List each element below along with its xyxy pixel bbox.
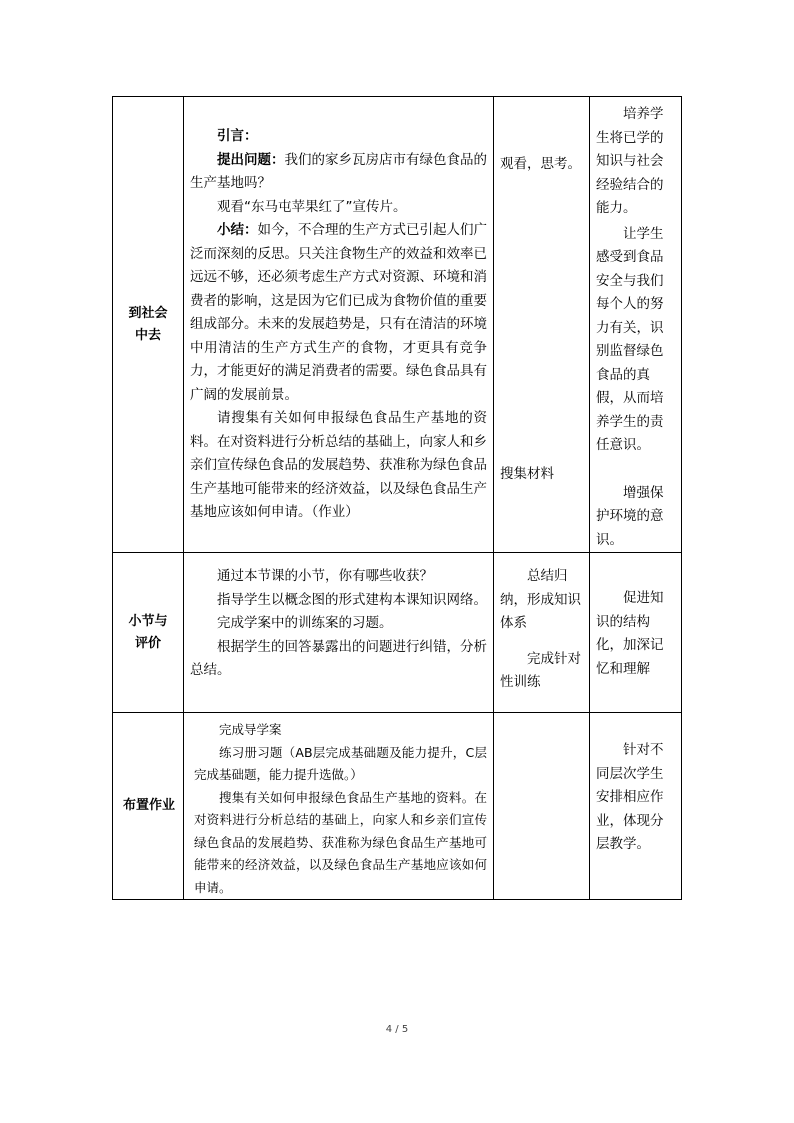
lesson-plan-table <box>112 96 682 900</box>
summary-text: 如今，不合理的生产方式已引起人们广泛而深刻的反思。只关注食物生产的效益和效率已远远不够，还必须考虑生产方式对资源、环境和消费者的影响，这是因为它们已成为食物价值的重要组成部分。未来的发展趋势是，只有在清洁的环境中用清洁的生产方式生产的食物，才更具有竞争力，才能更好的满足消费者的需要。绿色食品具有广阔的发展前景。 <box>190 222 487 403</box>
stage-cell <box>113 553 184 713</box>
activity-text: 完成针对性训练 <box>500 650 581 690</box>
stage-label: 到社会中去 <box>128 305 168 343</box>
activity-text: 搜集材料 <box>500 465 554 482</box>
activity-text: 总结归纳，形成知识体系 <box>500 568 581 631</box>
content-line: 指导学生以概念图的形式建构本课知识网络。 <box>217 591 487 608</box>
design-intent-cell <box>590 553 682 713</box>
activity-text: 观看，思考。 <box>500 156 581 172</box>
question-label: 提出问题： <box>217 151 285 168</box>
stage-label: 布置作业 <box>122 798 175 813</box>
stage-cell <box>113 97 184 553</box>
design-intent-cell <box>590 713 682 900</box>
intent-text: 让学生感受到食品安全与我们每个人的努力有关，识别监督绿色食品的真假，从而培养学生的责任意识。 <box>596 225 664 453</box>
stage-cell <box>113 713 184 900</box>
table-row <box>113 553 682 713</box>
intent-text: 针对不同层次学生安排相应作业，体现分层教学。 <box>596 742 664 852</box>
task-paragraph: 请搜集有关如何申报绿色食品生产基地的资料。在对资料进行分析总结的基础上，向家人和乡亲们宣传绿色食品的发展趋势、获准称为绿色食品生产基地可能带来的经济效益，以及绿色食品生产基地应该如何申请。（作业） <box>190 410 487 520</box>
student-activity-cell <box>494 97 590 553</box>
question-paragraph <box>190 149 487 196</box>
content-cell <box>184 553 494 713</box>
content-line: 完成学案中的训练案的习题。 <box>217 615 393 631</box>
table-row <box>113 713 682 900</box>
summary-label: 小结： <box>217 222 258 238</box>
intent-text: 培养学生将已学的知识与社会经验结合的能力。 <box>596 106 664 216</box>
content-line: 根据学生的回答暴露出的问题进行纠错，分析总结。 <box>190 638 487 678</box>
watch-paragraph: 观看“东马屯苹果红了”宣传片。 <box>217 198 407 215</box>
intro-label: 引言： <box>217 128 258 144</box>
table-row <box>113 97 682 553</box>
content-line: 搜集有关如何申报绿色食品生产基地的资料。在对资料进行分析总结的基础上，向家人和乡亲们宣传绿色食品的发展趋势、获准称为绿色食品生产基地可能带来的经济效益，以及绿色食品生产基地应该如何申请。 <box>194 789 487 895</box>
intent-text: 增强保护环境的意识。 <box>596 484 664 548</box>
content-cell <box>184 713 494 900</box>
intent-text: 促进知识的结构化，加深记忆和理解 <box>596 590 664 677</box>
stage-label: 小节与评价 <box>128 613 168 651</box>
design-intent-cell <box>590 97 682 553</box>
content-cell <box>184 97 494 553</box>
summary-paragraph <box>190 219 487 407</box>
question-text: 我们的家乡瓦房店市有绿色食品的生产基地吗？ <box>190 151 487 191</box>
content-line: 练习册习题（AB层完成基础题及能力提升，C层完成基础题，能力提升选做。） <box>194 744 487 782</box>
student-activity-cell <box>494 713 590 900</box>
student-activity-cell <box>494 553 590 713</box>
content-line: 通过本节课的小节，你有哪些收获？ <box>217 568 433 584</box>
page-number: 4 / 5 <box>385 1024 409 1035</box>
content-line: 完成导学案 <box>219 722 282 737</box>
